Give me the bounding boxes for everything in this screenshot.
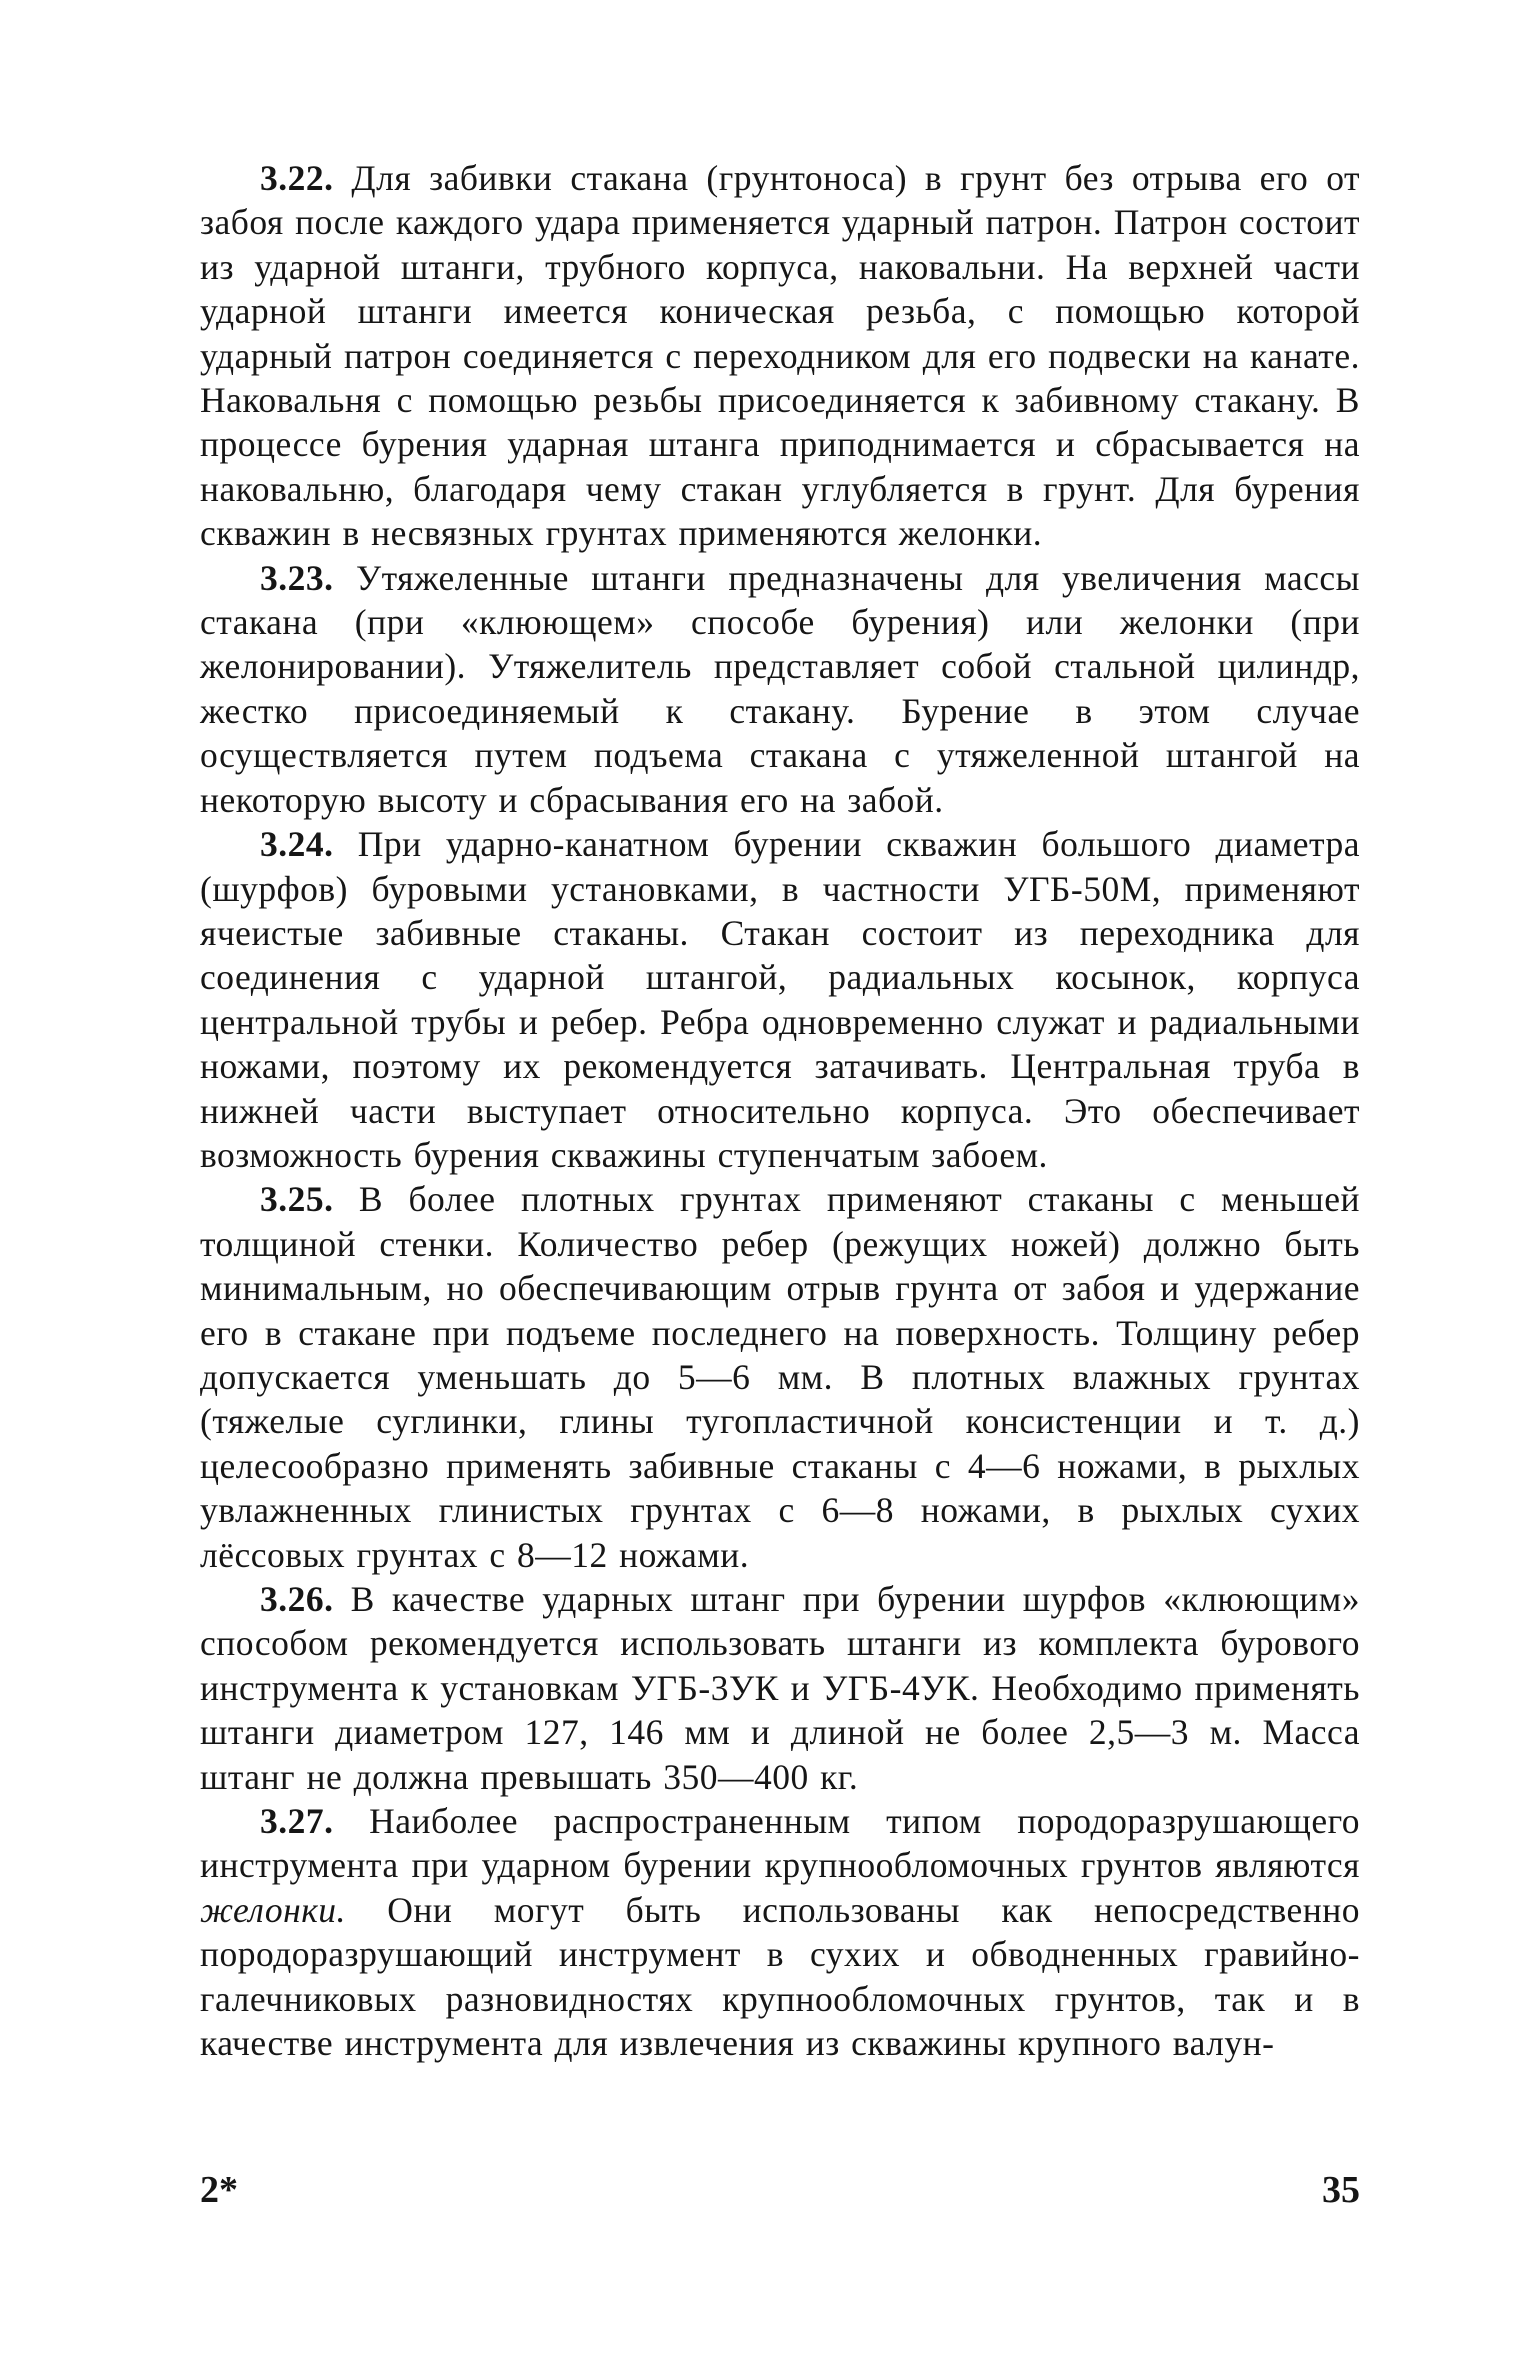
paragraph-text-continued: Они могут быть использованы как непосредственно породоразрушающий инструмент в сухих и обводненных гравийно-галечниковых разновидностях крупнообломочных грунтов, так и в качестве инструмента для извлечения из скважины крупного валун- (200, 1889, 1361, 2064)
paragraph-text: В качестве ударных штанг при бурении шурфов «клюющим» способом рекомендуется использовать штанги из комплекта бурового инструмента к установкам УГБ-3УК и УГБ-4УК. Необходимо применять штанги диаметром 127, 146 мм и длиной не более 2,5—3 м. Масса штанг не должна превышать 350—400 кг. (200, 1579, 1360, 1797)
paragraph-number: 3.23. (260, 557, 334, 598)
paragraph-number: 3.26. (260, 1579, 334, 1619)
paragraph-text: Утяжеленные штанги предназначены для увеличения массы стакана (при «клюющем» способе бурения) или желонки (при желонировании). Утяжелитель представляет собой стальной цилиндр, жестко присоединяемый к стакану. Бурение в этом случае осуществляется путем подъема стакана с утяжеленной штангой на некоторую высоту и сбрасывания его на забой. (200, 557, 1361, 820)
paragraph-number: 3.25. (260, 1179, 334, 1220)
paragraph-number: 3.24. (260, 824, 334, 865)
paragraph-3-22 (200, 156, 1360, 556)
paragraph-text: При ударно-канатном бурении скважин большого диаметра (шурфов) буровыми установками, в частности УГБ-50М, применяют ячеистые забивные стаканы. Стакан состоит из переходника для соединения с ударной штангой, радиальных косынок, корпуса центральной трубы и ребер. Ребра одновременно служат и радиальными ножами, поэтому их рекомендуется затачивать. Центральная труба в нижней части выступает относительно корпуса. Это обеспечивает возможность бурения скважины ступенчатым забоем. (200, 824, 1360, 1175)
paragraph-3-27 (200, 1799, 1360, 2065)
paragraph-text: В более плотных грунтах применяют стаканы с меньшей толщиной стенки. Количество ребер (режущих ножей) должно быть минимальным, но обеспечивающим отрыв грунта от забоя и удержание его в стакане при подъеме последнего на поверхность. Толщину ребер допускается уменьшать до 5—6 мм. В плотных влажных грунтах (тяжелые суглинки, глины тугопластичной консистенции и т. д.) целесообразно применять забивные стаканы с 4—6 ножами, в рыхлых увлажненных глинистых грунтах с 6—8 ножами, в рыхлых сухих лёссовых грунтах с 8—12 ножами. (200, 1179, 1360, 1575)
page-body (200, 156, 1360, 2065)
page-number: 35 (1322, 2169, 1360, 2211)
paragraph-3-23 (200, 556, 1360, 822)
paragraph-3-26 (200, 1577, 1360, 1799)
paragraph-text: Наиболее распространенным типом породоразрушающего инструмента при ударном бурении крупнообломочных грунтов являются (200, 1801, 1361, 1886)
paragraph-3-25 (200, 1177, 1360, 1577)
paragraph-number: 3.22. (260, 158, 334, 198)
signature-mark: 2* (200, 2169, 238, 2211)
paragraph-3-24 (200, 822, 1360, 1177)
paragraph-number: 3.27. (260, 1801, 334, 1842)
emphasized-term: желонки. (200, 1889, 346, 1930)
paragraph-text: Для забивки стакана (грунтоноса) в грунт без отрыва его от забоя после каждого удара применяется ударный патрон. Патрон состоит из ударной штанги, трубного корпуса, наковальни. На верхней части ударной штанги имеется коническая резьба, с помощью которой ударный патрон соединяется с переходником для его подвески на канате. Наковальня с помощью резьбы присоединяется к забивному стакану. В процессе бурения ударная штанга приподнимается и сбрасывается на наковальню, благодаря чему стакан углубляется в грунт. Для бурения скважин в несвязных грунтах применяются желонки. (200, 158, 1360, 554)
